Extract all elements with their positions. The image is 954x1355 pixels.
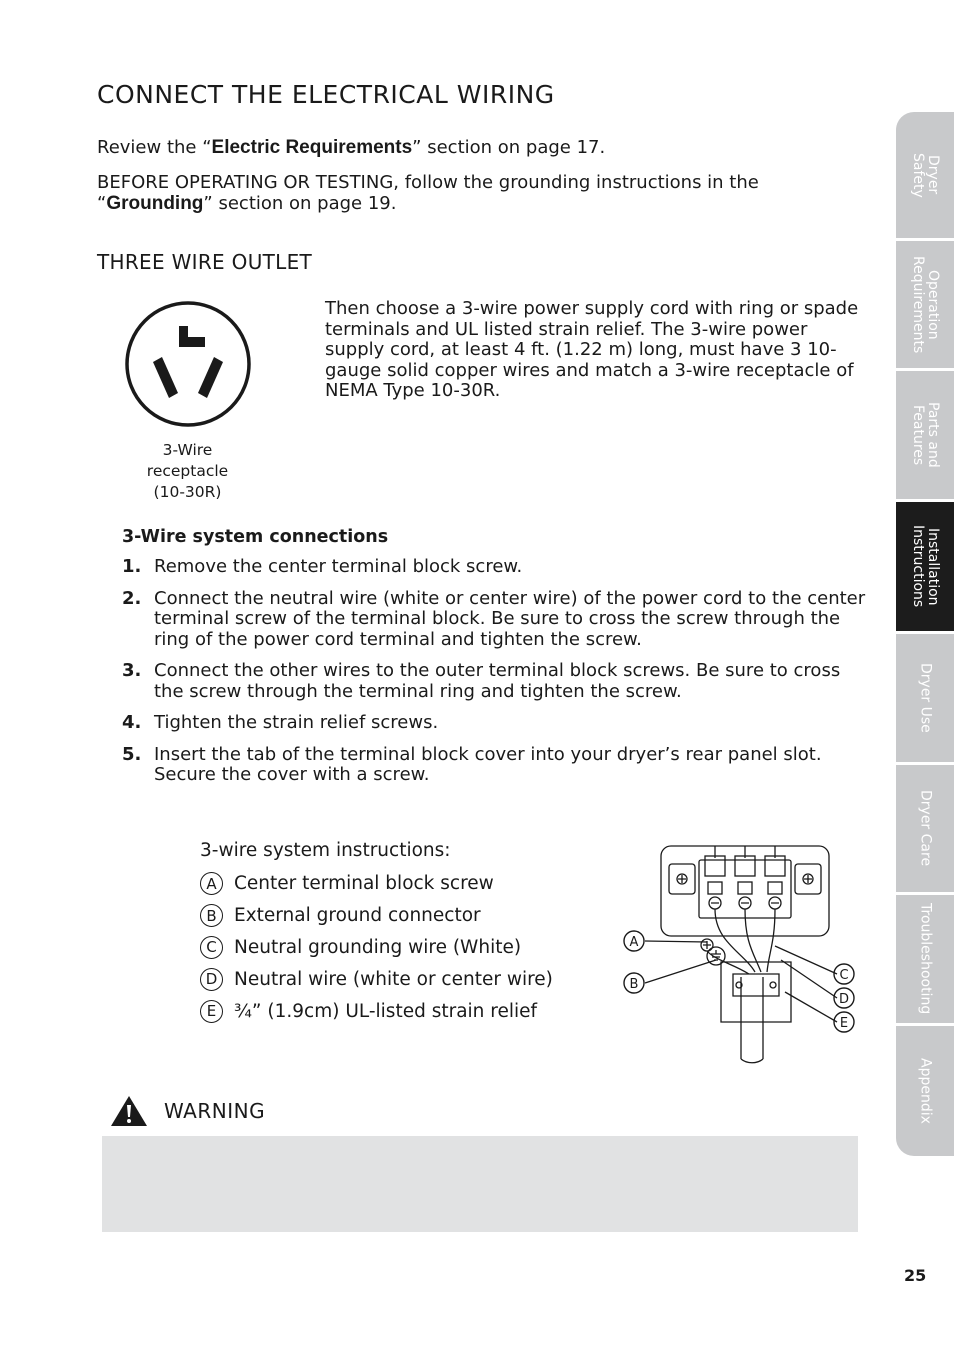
list-item: 2. Connect the neutral wire (white or center wire) of the power cord to the center terminal screw of the terminal block. Be sure to cross the screw through the ring of the power cord terminal and tighten the screw.: [122, 587, 866, 650]
tab-dryer-safety[interactable]: Dryer Safety: [896, 112, 954, 238]
legend-title: 3-wire system instructions:: [200, 840, 451, 861]
list-item: 3. Connect the other wires to the outer terminal block screws. Be sure to cross the screw through the terminal ring and tighten the screw.: [122, 660, 841, 702]
warning-triangle-icon: [110, 1095, 148, 1127]
tab-troubleshooting[interactable]: Troubleshooting: [896, 895, 954, 1023]
legend-item: A Center terminal block screw: [200, 868, 553, 900]
section-title: THREE WIRE OUTLET: [97, 250, 313, 274]
tab-installation-instructions[interactable]: Installation Instructions: [896, 502, 954, 631]
legend-item: E ¾” (1.9cm) UL-listed strain relief: [200, 995, 553, 1027]
strain-relief: [721, 962, 791, 1022]
electric-requirements-ref: Electric Requirements: [211, 137, 413, 158]
tab-operation-requirements[interactable]: Operation Requirements: [896, 241, 954, 368]
diagram-label-a: A: [629, 935, 639, 950]
steps-list: [122, 557, 872, 797]
warning-heading: WARNING: [110, 1095, 265, 1127]
terminal-block-diagram: [615, 842, 860, 1064]
list-item: 4. Tighten the strain relief screws.: [122, 712, 439, 733]
list-item: 5. Insert the tab of the terminal block cover into your dryer’s rear panel slot. Secure the cover with a screw.: [122, 743, 822, 785]
grounding-ref: Grounding: [106, 193, 204, 214]
legend-item: B External ground connector: [200, 900, 553, 932]
diagram-label-b: B: [629, 977, 639, 992]
receptacle-caption: 3-Wire receptacle (10-30R): [146, 441, 229, 501]
tab-parts-and-features[interactable]: Parts and Features: [896, 371, 954, 499]
outlet-description: Then choose a 3-wire power supply cord with ring or spade terminals and UL listed strain relief. The 3-wire power supply cord, at least 4 ft. (1.22 m) long, must have 3 10-gauge solid copper wires and match a 3-wire receptacle of NEMA Type 10-30R.: [325, 298, 859, 401]
warning-box: [102, 1136, 858, 1232]
diagram-label-c: C: [839, 968, 849, 983]
intro-paragraph-2: BEFORE OPERATING OR TESTING, follow the grounding instructions in the “Grounding” section on page 19.: [97, 172, 759, 214]
receptacle-outline: [127, 303, 249, 425]
tab-dryer-use[interactable]: Dryer Use: [896, 634, 954, 762]
receptacle-right-slot: [198, 357, 223, 398]
diagram-label-d: D: [838, 992, 850, 1007]
page-title: CONNECT THE ELECTRICAL WIRING: [97, 80, 555, 109]
wiring-legend: [200, 840, 553, 1027]
receptacle-l-slot: [179, 326, 205, 347]
legend-item: D Neutral wire (white or center wire): [200, 963, 553, 995]
receptacle-10-30r-diagram: [123, 300, 255, 430]
list-item: 1. Remove the center terminal block screw.: [122, 556, 523, 577]
tab-appendix[interactable]: Appendix: [896, 1026, 954, 1156]
receptacle-left-slot: [153, 357, 178, 398]
legend-item: C Neutral grounding wire (White): [200, 932, 553, 964]
intro-paragraph-1: Review the “Electric Requirements” section on page 17.: [97, 137, 606, 158]
tab-dryer-care[interactable]: Dryer Care: [896, 765, 954, 892]
steps-title: 3-Wire system connections: [122, 527, 389, 547]
page-number: 25: [904, 1266, 927, 1285]
diagram-label-e: E: [839, 1016, 849, 1031]
